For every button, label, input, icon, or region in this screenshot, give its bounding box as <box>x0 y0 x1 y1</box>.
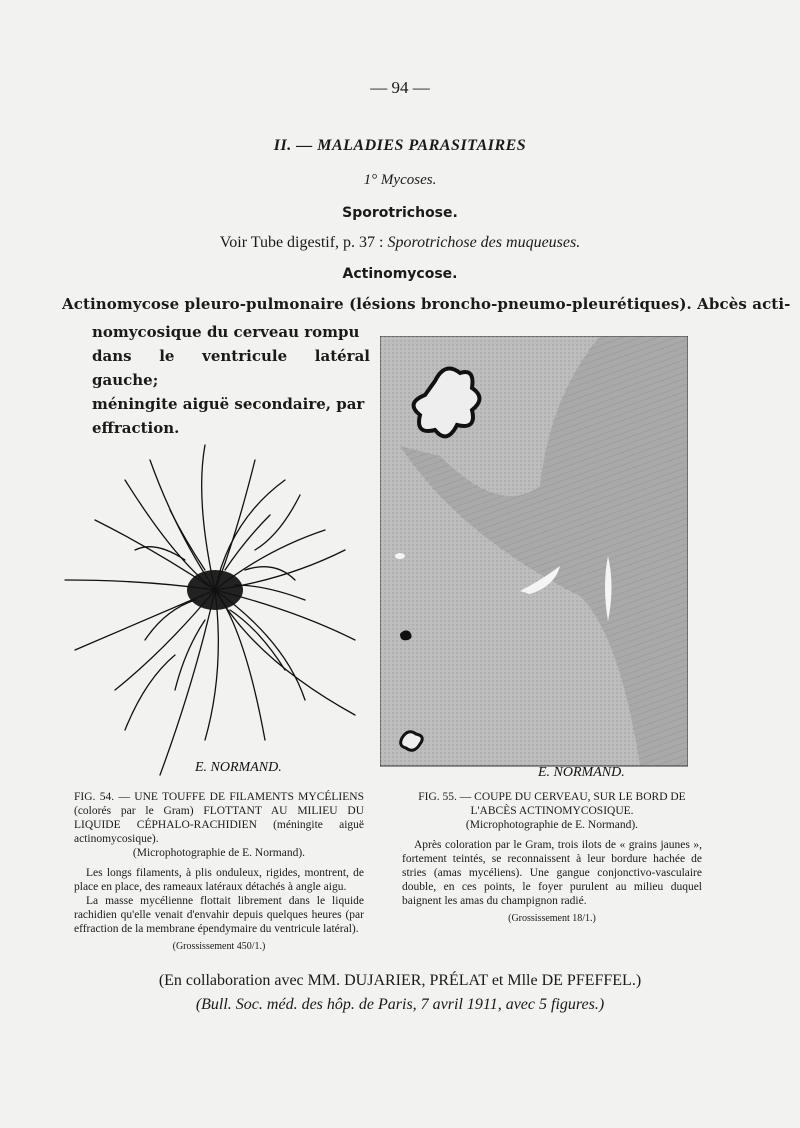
heading-actinomycose: Actinomycose. <box>342 266 458 282</box>
cross-reference-prefix: Voir Tube digestif, p. 37 : <box>219 234 388 251</box>
intro-line: dans le ventricule latéral gauche; <box>92 347 370 389</box>
figure-54-signature: E. NORMAND. <box>195 760 282 775</box>
bulletin-reference: (Bull. Soc. méd. des hôp. de Paris, 7 avril 1911, avec 5 figures.) <box>195 996 605 1013</box>
heading-sporotrichose: Sporotrichose. <box>342 205 458 221</box>
figure-55-paragraph-1: Après coloration par le Gram, trois ilots de « grains jaunes », fortement teintés, se reconnaissent à leur bordure hachée de stries (amas mycéliens). Une gangue conjonctivo-vasculaire double, en ces points, le foyer purulent au milieu duquel baignent les amas du champignon radié. <box>402 839 702 907</box>
intro-line-1: Actinomycose pleuro-pulmonaire (lésions broncho-pneumo-pleurétiques). Abcès acti- <box>62 295 791 313</box>
cross-reference <box>0 234 800 252</box>
intro-line: méningite aiguë secondaire, par <box>92 395 365 413</box>
figure-54-paragraph-2: La masse mycélienne flottait librement dans le liquide rachidien qu'elle venait d'envahir depuis quelques heures (par effraction de la membrane épendymaire du ventricule latéral). <box>74 895 364 935</box>
figure-55-caption-title: FIG. 55. — COUPE DU CERVEAU, SUR LE BORD DE L'ABCÈS ACTINOMYCOSIQUE. <box>418 791 686 817</box>
intro-line: nomycosique du cerveau rompu <box>92 323 360 341</box>
collaboration-note: (En collaboration avec MM. DUJARIER, PRÉLAT et Mlle DE PFEFFEL.) <box>158 972 642 989</box>
figure-55-signature: E. NORMAND. <box>538 765 625 776</box>
figure-54-paragraph-1: Les longs filaments, à plis onduleux, rigides, montrent, de place en place, des rameaux latéraux détachés à angle aigu. <box>74 867 364 893</box>
figure-54-caption <box>74 790 364 954</box>
figure-55-magnification: (Grossissement 18/1.) <box>508 913 596 924</box>
figure-54-credit: (Microphotographie de E. Normand). <box>132 847 306 859</box>
figure-54-mycelium-illustration <box>55 440 365 780</box>
figure-54-magnification: (Grossissement 450/1.) <box>172 941 266 952</box>
subsection-title: 1° Mycoses. <box>363 172 437 188</box>
page-number: — 94 — <box>370 78 430 97</box>
cross-reference-title: Sporotrichose des muqueuses. <box>387 234 581 251</box>
figure-55-caption <box>402 790 702 926</box>
intro-continuation <box>92 320 370 440</box>
section-title: II. — MALADIES PARASITAIRES <box>273 137 527 154</box>
intro-line: effraction. <box>92 419 180 437</box>
figure-54-caption-title: FIG. 54. — UNE TOUFFE DE FILAMENTS MYCÉLIENS (colorés par le Gram) FLOTTANT AU MILIEU DU LIQUIDE CÉPHALO-RACHIDIEN (méningite aiguë actinomycosique). <box>74 791 364 845</box>
figure-55-credit: (Microphotographie de E. Normand). <box>465 819 639 831</box>
figure-55-brain-section-photo <box>380 336 688 776</box>
